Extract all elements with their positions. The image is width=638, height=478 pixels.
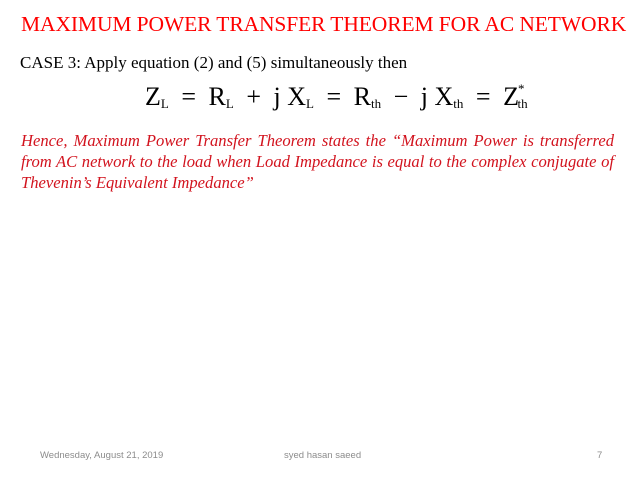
eq-term-zl: $Z_L$: [145, 82, 169, 111]
footer-date: Wednesday, August 21, 2019: [40, 450, 164, 461]
theorem-statement: Hence, Maximum Power Transfer Theorem states the “Maximum Power is transferred from AC network to the load when Load Impedance is equal to the complex conjugate of Thevenin’s Equivalent Impedance”: [21, 131, 614, 192]
eq-term-jxl: j $X_L$: [273, 82, 314, 111]
eq-plus: +: [246, 82, 261, 111]
eq-equals-3: =: [475, 82, 491, 111]
eq-term-zth-conjugate: $Z^*_{th}$: [503, 81, 528, 111]
eq-term-rl: $R_L$: [208, 82, 234, 111]
slide-title: MAXIMUM POWER TRANSFER THEOREM FOR AC NETWORK: [21, 12, 627, 36]
eq-equals-1: =: [181, 82, 197, 111]
case-text: CASE 3: Apply equation (2) and (5) simultaneously then: [20, 53, 408, 72]
eq-equals-2: =: [326, 82, 342, 111]
footer-author: syed hasan saeed: [284, 450, 362, 461]
eq-minus: −: [393, 82, 409, 111]
eq-term-jxth: j $X_{th}$: [420, 82, 464, 111]
equation: [145, 82, 528, 112]
eq-term-rth: $R_{th}$: [353, 82, 382, 111]
footer-page-number: 7: [597, 450, 603, 461]
